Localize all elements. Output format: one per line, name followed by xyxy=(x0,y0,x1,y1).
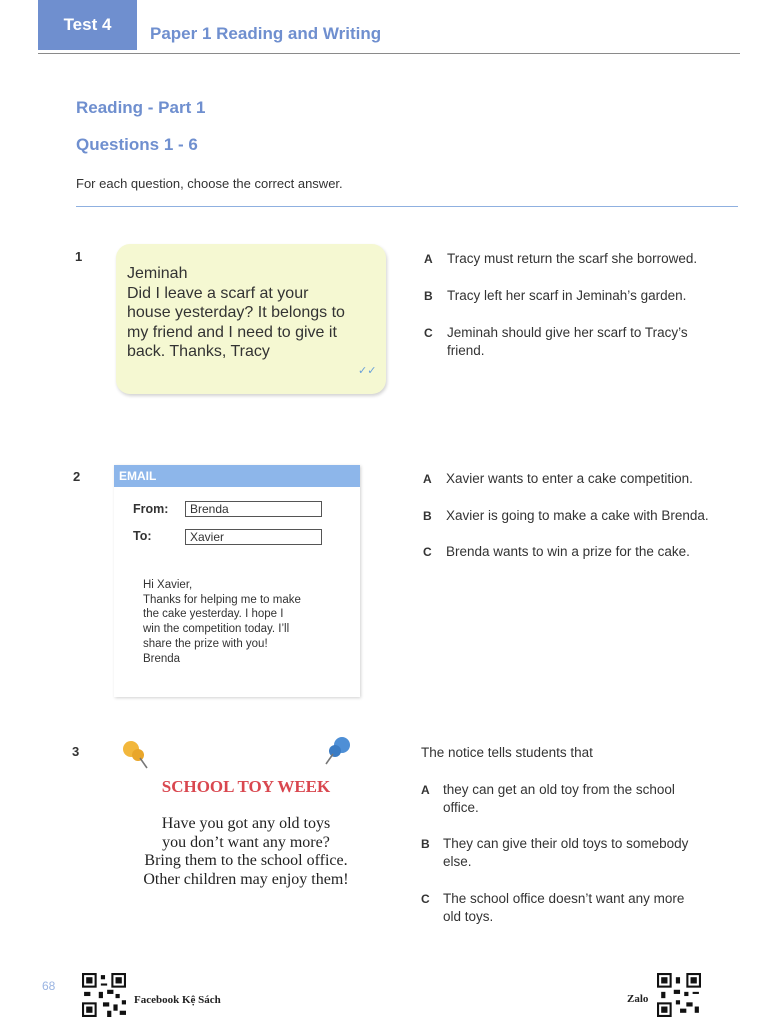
email-line: Thanks for helping me to make xyxy=(143,593,301,606)
option-letter: A xyxy=(424,252,433,266)
footer-right-text: Zalo xyxy=(627,993,649,1005)
message-text xyxy=(127,264,379,362)
email-body xyxy=(143,578,343,666)
paper-title: Paper 1 Reading and Writing xyxy=(150,24,382,43)
notice-body xyxy=(116,815,376,889)
instruction-text: For each question, choose the correct answer. xyxy=(76,176,343,191)
message-bubble-tail xyxy=(366,378,380,392)
question-3-lead: The notice tells students that xyxy=(421,745,593,760)
question-3-number: 3 xyxy=(72,744,80,759)
option-letter: C xyxy=(424,326,433,340)
option-a-text: Tracy must return the scarf she borrowed. xyxy=(447,251,698,266)
email-line: share the prize with you! xyxy=(143,637,268,650)
page-number: 68 xyxy=(42,979,56,993)
option-line: else. xyxy=(443,854,472,869)
questions-range: Questions 1 - 6 xyxy=(76,135,198,154)
option-letter: A xyxy=(421,783,430,797)
message-line: Jeminah xyxy=(127,265,188,282)
option-line: old toys. xyxy=(443,909,494,924)
option-letter: B xyxy=(423,509,432,523)
option-line: Jeminah should give her scarf to Tracy’s xyxy=(447,325,688,340)
option-c-text: Brenda wants to win a prize for the cake. xyxy=(446,544,690,559)
option-b-text: Tracy left her scarf in Jeminah’s garden. xyxy=(447,288,687,303)
option-letter: C xyxy=(423,545,432,559)
option-b-text: Xavier is going to make a cake with Brenda. xyxy=(446,508,709,523)
qr-code-icon xyxy=(657,973,701,1017)
option-b-text xyxy=(443,835,688,871)
email-from-label: From: xyxy=(133,502,169,516)
email-line: the cake yesterday. I hope I xyxy=(143,608,284,621)
message-line: back. Thanks, Tracy xyxy=(127,343,270,360)
option-letter: A xyxy=(423,472,432,486)
notice-line: you don’t want any more? xyxy=(162,833,330,851)
instruction-divider xyxy=(76,206,738,207)
qr-code-icon xyxy=(82,973,126,1017)
option-line: The school office doesn’t want any more xyxy=(443,891,685,906)
email-to-label: To: xyxy=(133,529,152,543)
test-label: Test 4 xyxy=(38,0,137,50)
notice-line: Bring them to the school office. xyxy=(144,852,348,869)
double-tick-icon: ✓✓ xyxy=(358,365,377,377)
pushpin-blue-icon xyxy=(320,734,354,768)
section-title: Reading - Part 1 xyxy=(76,98,206,117)
question-2-number: 2 xyxy=(73,469,81,484)
option-letter: B xyxy=(424,289,433,303)
email-header: EMAIL xyxy=(114,465,360,487)
email-line: win the competition today. I’ll xyxy=(143,623,290,636)
message-line: my friend and I need to give it xyxy=(127,323,337,341)
notice-title: SCHOOL TOY WEEK xyxy=(161,777,331,796)
option-c-text xyxy=(447,324,688,360)
option-a-text: Xavier wants to enter a cake competition. xyxy=(446,471,693,486)
option-line: office. xyxy=(443,800,479,815)
message-line: Did I leave a scarf at your xyxy=(127,284,309,302)
pushpin-yellow-icon xyxy=(120,738,152,772)
option-line: They can give their old toys to somebody xyxy=(443,836,689,851)
email-to-field: Xavier xyxy=(185,529,322,545)
message-line: house yesterday? It belongs to xyxy=(127,304,345,321)
option-letter: C xyxy=(421,892,430,906)
email-line: Brenda xyxy=(143,652,181,665)
header-divider xyxy=(38,53,740,54)
notice-line: Have you got any old toys xyxy=(161,815,331,832)
option-letter: B xyxy=(421,837,430,851)
option-c-text xyxy=(443,890,684,926)
email-line: Hi Xavier, xyxy=(143,579,193,591)
option-line: they can get an old toy from the school xyxy=(443,782,675,797)
question-1-number: 1 xyxy=(75,249,83,264)
option-line: friend. xyxy=(447,343,485,358)
footer-left-text: Facebook Kệ Sách xyxy=(134,994,221,1006)
option-a-text xyxy=(443,781,675,817)
email-from-field: Brenda xyxy=(185,501,322,517)
notice-line: Other children may enjoy them! xyxy=(143,870,349,888)
